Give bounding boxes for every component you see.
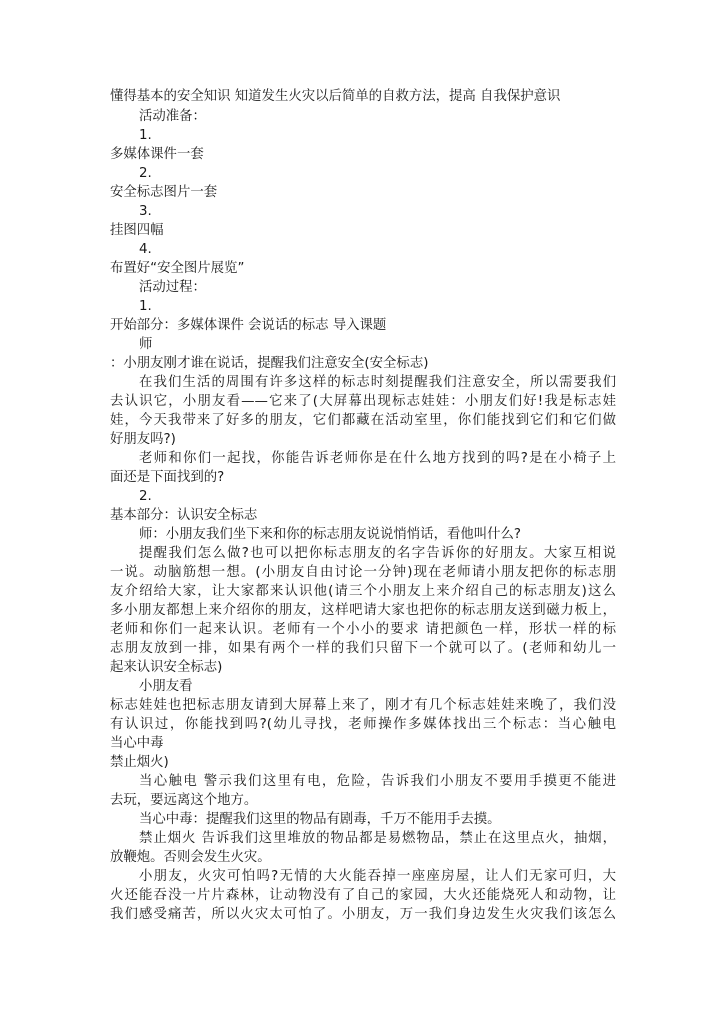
text-line: 小朋友看 (139, 679, 193, 694)
text-line: 老师和你们一起找，你能告诉老师你是在什么地方找到的吗?是在小椅子上 (139, 451, 616, 466)
text-line: 去玩，要远离这个地方。 (110, 793, 258, 808)
text-line: 1. (139, 299, 152, 314)
text-line: 4. (139, 242, 152, 257)
text-line: 标志娃娃也把标志朋友请到大屏幕上来了，刚才有几个标志娃娃来晚了，我们没 (110, 698, 616, 713)
text-line: 多小朋友都想上来介绍你的朋友，这样吧请大家也把你的标志朋友送到磁力板上， (110, 603, 616, 618)
text-line: 小朋友，火灾可怕吗?无情的大火能吞掉一座座房屋，让人们无家可归，大 (139, 869, 616, 884)
text-line: 起来认识安全标志) (110, 660, 223, 675)
text-line: 师 (139, 337, 153, 352)
text-line: 好朋友吗?) (110, 432, 176, 447)
text-line: 一说。动脑筋想一想。(小朋友自由讨论一分钟)现在老师请小朋友把你的标志朋 (110, 565, 616, 580)
text-line: 志朋友放到一排，如果有两个一样的我们只留下一个就可以了。(老师和幼儿一 (110, 641, 616, 656)
text-line: 懂得基本的安全知识 知道发生火灾以后简单的自救方法，提高 自我保护意识 (110, 89, 561, 104)
text-line: 基本部分：认识安全标志 (110, 508, 258, 523)
text-line: 放鞭炮。否则会发生火灾。 (110, 850, 271, 865)
text-line: 1. (139, 128, 152, 143)
text-line: 禁止烟火) (110, 755, 169, 770)
text-line: 火还能吞没一片片森林，让动物没有了自己的家园，大火还能烧死人和动物，让 (110, 888, 616, 903)
text-line: 多媒体课件一套 (110, 147, 204, 162)
text-line: 活动过程： (139, 280, 206, 295)
text-line: 面还是下面找到的? (110, 470, 225, 485)
text-line: 2. (139, 489, 152, 504)
text-line: 去认识它，小朋友看——它来了(大屏幕出现标志娃娃：小朋友们好!我是标志娃 (110, 394, 616, 409)
text-line: 开始部分：多媒体课件 会说话的标志 导入课题 (110, 318, 387, 333)
text-line: 活动准备： (139, 109, 206, 124)
text-line: 3. (139, 204, 152, 219)
text-line: 挂图四幅 (110, 223, 164, 238)
text-line: 在我们生活的周围有许多这样的标志时刻提醒我们注意安全，所以需要我们 (139, 375, 616, 390)
text-line: 布置好“安全图片展览” (110, 261, 245, 276)
text-line: 当心中毒 (110, 736, 164, 751)
text-line: 友介绍给大家，让大家都来认识他(请三个小朋友上来介绍自己的标志朋友)这么 (110, 584, 616, 599)
text-line: ：小朋友刚才谁在说话，提醒我们注意安全(安全标志) (110, 356, 429, 371)
text-line: 2. (139, 166, 152, 181)
text-line: 我们感受痛苦，所以火灾太可怕了。小朋友，万一我们身边发生火灾我们该怎么 (110, 907, 616, 922)
text-line: 娃，今天我带来了好多的朋友，它们都藏在活动室里，你们能找到它们和它们做 (110, 413, 616, 428)
text-line: 当心中毒：提醒我们这里的物品有剧毒，千万不能用手去摸。 (139, 812, 501, 827)
text-line: 提醒我们怎么做?也可以把你标志朋友的名字告诉你的好朋友。大家互相说 (139, 546, 616, 561)
text-line: 师：小朋友我们坐下来和你的标志朋友说说悄悄话，看他叫什么? (139, 527, 522, 542)
text-line: 当心触电 警示我们这里有电，危险，告诉我们小朋友不要用手摸更不能进 (139, 774, 616, 789)
text-line: 禁止烟火 告诉我们这里堆放的物品都是易燃物品，禁止在这里点火，抽烟， (139, 831, 616, 846)
text-line: 老师和你们一起来认识。老师有一个小小的要求 请把颜色一样，形状一样的标 (110, 622, 616, 637)
text-line: 有认识过，你能找到吗?(幼儿寻找，老师操作多媒体找出三个标志：当心触电 (110, 717, 616, 732)
text-line: 安全标志图片一套 (110, 185, 218, 200)
